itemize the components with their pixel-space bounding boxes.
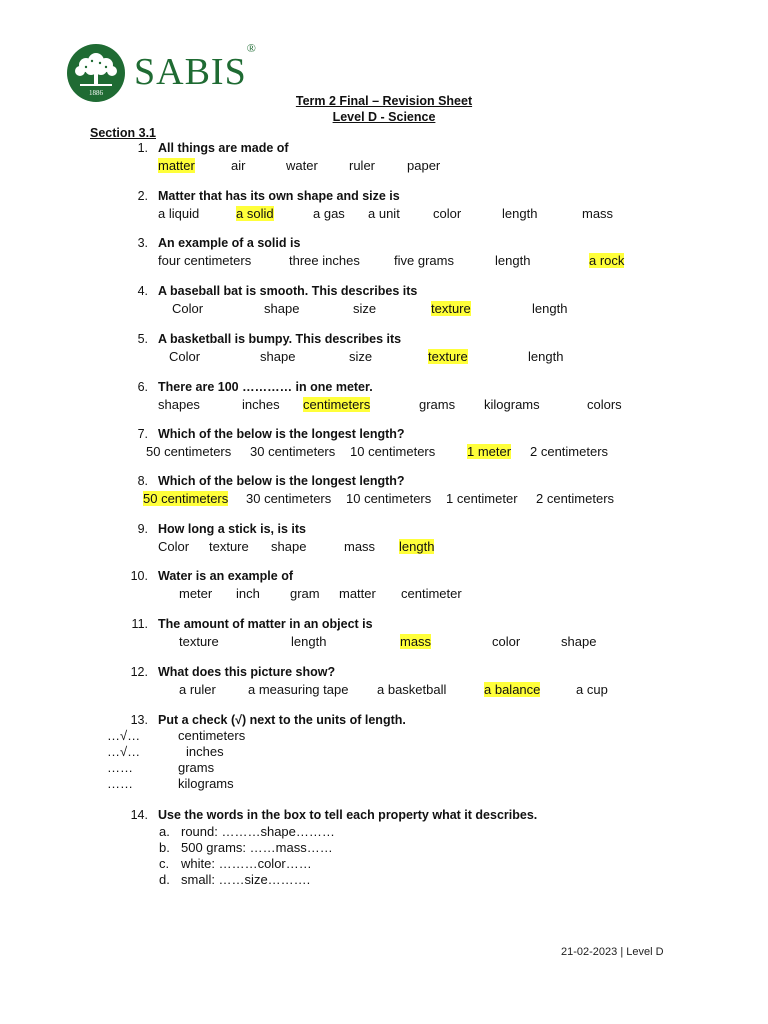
check-mark: …√… (107, 744, 141, 759)
brand-name: SABIS® (134, 41, 256, 93)
answer-option: inch (236, 586, 260, 601)
answer-option: a cup (576, 682, 608, 697)
answer-option: 10 centimeters (346, 491, 432, 506)
answer-option-highlighted: 50 centimeters (143, 491, 229, 506)
property-letter: c. (159, 856, 170, 871)
answer-option: Color (169, 349, 201, 364)
answer-option: a basketball (377, 682, 447, 697)
property-text: 500 grams: ……mass…… (181, 840, 333, 855)
answer-option: size (353, 301, 377, 316)
answer-option: texture (179, 634, 219, 649)
question-number: 2. (137, 189, 148, 203)
question-number: 1. (137, 141, 148, 155)
question-number: 12. (130, 665, 148, 679)
property-letter: d. (159, 872, 170, 887)
answer-option: 30 centimeters (250, 444, 336, 459)
answer-option-highlighted: a rock (589, 253, 625, 268)
answer-option: kilograms (484, 397, 540, 412)
property-letter: a. (159, 824, 170, 839)
question-text: A basketball is bumpy. This describes its (158, 332, 402, 346)
question-number: 14. (130, 808, 148, 822)
question-text: There are 100 ………… in one meter. (158, 380, 373, 394)
answer-option: 10 centimeters (350, 444, 436, 459)
question-text: An example of a solid is (158, 236, 301, 250)
answer-option: matter (339, 586, 376, 601)
answer-option: Color (172, 301, 204, 316)
question-text: Matter that has its own shape and size is (158, 189, 400, 203)
check-mark: …… (107, 760, 133, 775)
question-number: 13. (130, 713, 148, 727)
answer-option-highlighted: texture (431, 301, 471, 316)
answer-option: paper (407, 158, 441, 173)
answer-option: grams (419, 397, 456, 412)
answer-option: air (231, 158, 246, 173)
answer-option-highlighted: a solid (236, 206, 274, 221)
question-text: Water is an example of (158, 569, 293, 583)
question-number: 3. (137, 236, 148, 250)
check-mark: …… (107, 776, 133, 791)
question-text: Put a check (√) next to the units of length. (158, 713, 406, 727)
section-heading: Section 3.1 (90, 126, 156, 140)
property-letter: b. (159, 840, 170, 855)
answer-option: shape (271, 539, 307, 554)
question-text: Which of the below is the longest length? (158, 474, 405, 488)
answer-option: three inches (289, 253, 360, 268)
answer-option: length (502, 206, 538, 221)
answer-option-highlighted: mass (400, 634, 432, 649)
answer-option: size (349, 349, 373, 364)
page-title: Term 2 Final – Revision Sheet (295, 94, 473, 108)
answer-option: shape (260, 349, 296, 364)
answer-option: 2 centimeters (530, 444, 609, 459)
answer-option: color (433, 206, 462, 221)
question-number: 6. (137, 380, 148, 394)
answer-option: five grams (394, 253, 454, 268)
answer-option: inches (242, 397, 280, 412)
question-number: 8. (137, 474, 148, 488)
question-text: A baseball bat is smooth. This describes its (158, 284, 418, 298)
answer-option: shapes (158, 397, 200, 412)
question-text: Which of the below is the longest length? (158, 427, 405, 441)
answer-option: ruler (349, 158, 376, 173)
answer-option: mass (582, 206, 614, 221)
page-subtitle: Level D - Science (332, 110, 436, 124)
check-label: grams (178, 760, 215, 775)
answer-option: Color (158, 539, 190, 554)
check-label: inches (186, 744, 224, 759)
answer-option-highlighted: texture (428, 349, 468, 364)
answer-option: length (532, 301, 568, 316)
answer-option: length (528, 349, 564, 364)
answer-option: centimeter (401, 586, 462, 601)
answer-option: length (291, 634, 327, 649)
question-text: The amount of matter in an object is (158, 617, 373, 631)
property-text: white: ………color…… (181, 856, 312, 871)
answer-option: a liquid (158, 206, 200, 221)
answer-option: 2 centimeters (536, 491, 615, 506)
answer-option: gram (290, 586, 320, 601)
property-text: small: ……size………. (181, 872, 311, 887)
answer-option: 30 centimeters (246, 491, 332, 506)
answer-option: four centimeters (158, 253, 252, 268)
answer-option-highlighted: length (399, 539, 435, 554)
check-label: centimeters (178, 728, 246, 743)
property-text: round: ………shape……… (181, 824, 335, 839)
answer-option: a gas (313, 206, 345, 221)
answer-option-highlighted: matter (158, 158, 195, 173)
question-number: 4. (137, 284, 148, 298)
question-text: Use the words in the box to tell each property what it describes. (158, 808, 538, 822)
answer-option: a ruler (179, 682, 216, 697)
question-text: How long a stick is, is its (158, 522, 306, 536)
question-number: 5. (137, 332, 148, 346)
question-number: 10. (130, 569, 148, 583)
question-number: 7. (137, 427, 148, 441)
answer-option: shape (561, 634, 597, 649)
answer-option: meter (179, 586, 213, 601)
question-number: 9. (137, 522, 148, 536)
question-number: 11. (131, 617, 148, 631)
answer-option: a unit (368, 206, 400, 221)
answer-option: 1 centimeter (446, 491, 518, 506)
answer-option-highlighted: centimeters (303, 397, 371, 412)
question-text: All things are made of (158, 141, 289, 155)
answer-option: mass (344, 539, 376, 554)
logo-year: 1886 (89, 89, 103, 97)
answer-option: color (492, 634, 521, 649)
answer-option: 50 centimeters (146, 444, 232, 459)
check-mark: …√… (107, 728, 141, 743)
check-label: kilograms (178, 776, 234, 791)
answer-option: length (495, 253, 531, 268)
answer-option: colors (587, 397, 622, 412)
question-text: What does this picture show? (158, 665, 336, 679)
answer-option-highlighted: 1 meter (467, 444, 512, 459)
answer-option: a measuring tape (248, 682, 349, 697)
answer-option: shape (264, 301, 300, 316)
footer-date-level: 21-02-2023 | Level D (561, 946, 664, 958)
answer-option: water (286, 158, 318, 173)
answer-option: texture (209, 539, 249, 554)
answer-option-highlighted: a balance (484, 682, 541, 697)
